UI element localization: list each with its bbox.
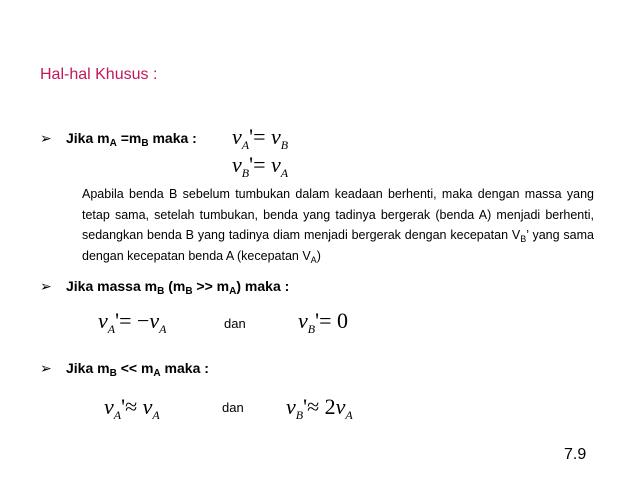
explanation-paragraph: Apabila benda B sebelum tumbukan dalam keadaan berhenti, maka dengan massa yang tetap sama, setelah tumbukan, benda yang tadinya bergerak (benda A) menjadi berhenti, sedangkan benda B yang tadinya diam menjadi bergerak dengan kecepatan $V_B$’ yang sama dengan kecepatan benda A (kecepatan $V_A$) bbox=[82, 187, 594, 265]
equation-va-prime: $v_A'= v_B$ bbox=[232, 124, 289, 152]
bullet-light-b bbox=[40, 360, 209, 379]
bullet-text: Jika $m_B << m_A$ maka : bbox=[66, 360, 209, 379]
bullet-heavy-b bbox=[40, 278, 289, 297]
arrow-bullet-icon: ➢ bbox=[40, 278, 52, 294]
connector-dan: dan bbox=[222, 400, 244, 415]
equation-va-negative: $v_A'= -v_A$ bbox=[98, 308, 167, 336]
bullet-text: Jika $m_A =m_B$ maka : bbox=[66, 130, 197, 149]
bullet-text: Jika massa $m_B$ $(m_B >> m_A)$ maka : bbox=[66, 278, 290, 297]
bullet-equal-mass bbox=[40, 130, 197, 149]
connector-dan: dan bbox=[224, 316, 246, 331]
arrow-bullet-icon: ➢ bbox=[40, 130, 52, 146]
section-title: Hal-hal Khusus : bbox=[40, 66, 158, 83]
equation-vb-prime: $v_B'= v_A$ bbox=[232, 152, 289, 180]
equation-va-approx: $v_A'\approx v_A$ bbox=[104, 394, 160, 422]
arrow-bullet-icon: ➢ bbox=[40, 360, 52, 376]
equation-vb-approx: $v_B'\approx 2v_A$ bbox=[286, 394, 353, 422]
equation-vb-zero: $v_B'= 0$ bbox=[298, 308, 348, 336]
page-number: 7.9 bbox=[564, 446, 587, 463]
